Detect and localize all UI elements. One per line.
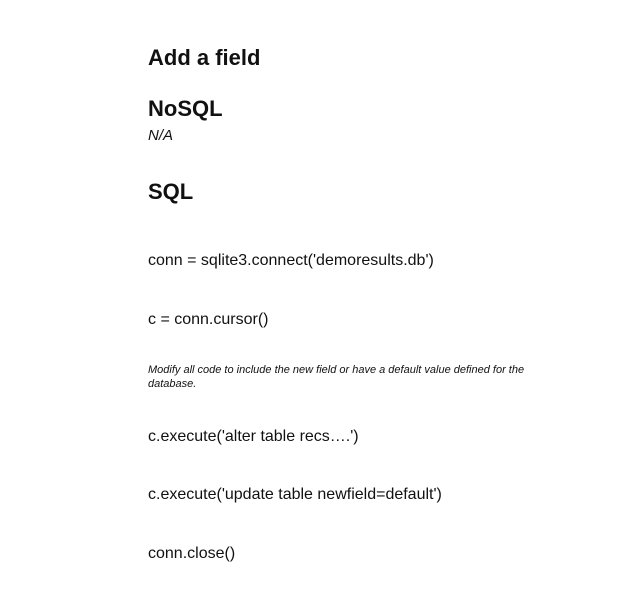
code-line: c.execute('update table newfield=default') xyxy=(148,486,442,503)
footnote: Modify all code to include the new field or have a default value defined for the database. xyxy=(148,364,525,390)
sql-heading: SQL xyxy=(148,179,194,204)
nosql-detail: N/A xyxy=(148,127,174,144)
code-line: conn = sqlite3.connect('demoresults.db') xyxy=(148,252,434,269)
code-line: c = conn.cursor() xyxy=(148,310,269,328)
nosql-heading: NoSQL xyxy=(148,96,223,121)
slide-title: Add a field xyxy=(148,45,261,70)
sql-code-block xyxy=(148,212,442,602)
code-line: c.execute('alter table recs….') xyxy=(148,427,359,445)
code-line: conn.close() xyxy=(148,544,236,562)
